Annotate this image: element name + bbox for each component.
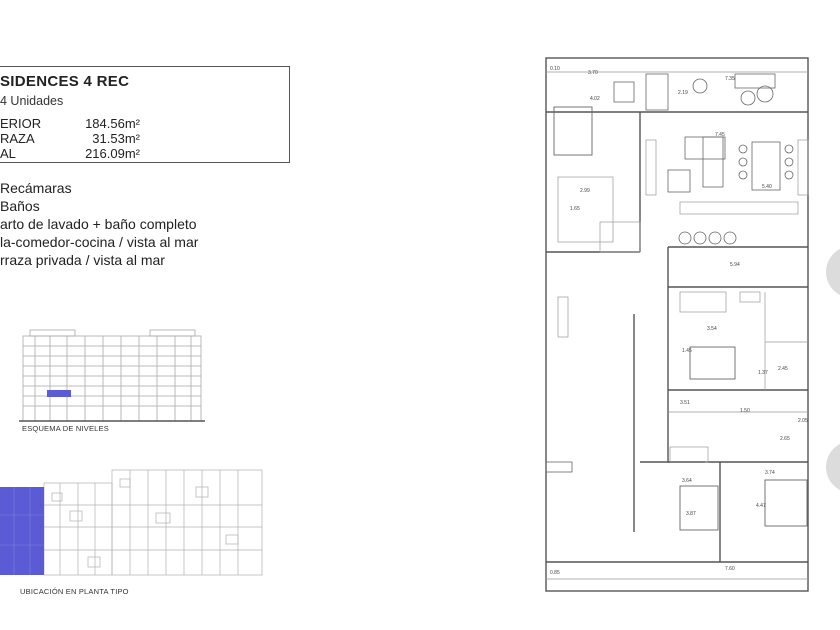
floor-location-diagram [0, 465, 270, 580]
dim-label: 1.37 [758, 370, 768, 376]
dim-label: 1.50 [740, 408, 750, 414]
dim-label: 4.47 [756, 503, 766, 509]
dim-label: 1.45 [682, 348, 692, 354]
dim-label: 7.45 [715, 132, 725, 138]
dim-label: 3.64 [682, 478, 692, 484]
unit-location-highlight [0, 487, 44, 575]
dim-label: 2.19 [678, 90, 688, 96]
area-label: RAZA [0, 131, 35, 146]
dim-label: 0.10 [550, 66, 560, 72]
floor-plan [540, 52, 830, 597]
dim-label: 2.05 [798, 418, 808, 424]
feature-bedrooms: Recámaras [0, 180, 72, 196]
area-label: ERIOR [0, 116, 42, 131]
dim-label: 2.99 [580, 188, 590, 194]
dim-label: 3.51 [680, 400, 690, 406]
feature-terrace: rraza privada / vista al mar [0, 252, 165, 268]
dim-label: 5.40 [762, 184, 772, 190]
dim-label: 7.35 [725, 76, 735, 82]
decorative-circles-top [826, 245, 840, 300]
decorative-circles-bottom [826, 440, 840, 495]
area-label: AL [0, 146, 16, 161]
dim-label: 3.87 [686, 511, 696, 517]
dim-label: 3.54 [707, 326, 717, 332]
dim-label: 2.45 [778, 366, 788, 372]
dim-label: 3.70 [588, 70, 598, 76]
dim-label: 3.74 [765, 470, 775, 476]
feature-living: la-comedor-cocina / vista al mar [0, 234, 199, 250]
location-caption: UBICACIÓN EN PLANTA TIPO [20, 587, 129, 596]
dim-label: 4.02 [590, 96, 600, 102]
levels-elevation-diagram [15, 325, 205, 425]
feature-bathrooms: Baños [0, 198, 40, 214]
area-value: 216.09m² [85, 146, 140, 161]
dim-label: 2.65 [780, 436, 790, 442]
area-value: 184.56m² [85, 116, 140, 131]
dim-label: 5.94 [730, 262, 740, 268]
unit-count: 4 Unidades [0, 94, 64, 108]
dim-label: 7.60 [725, 566, 735, 572]
dim-label: 0.85 [550, 570, 560, 576]
feature-laundry: arto de lavado + baño completo [0, 216, 197, 232]
area-value: 31.53m² [92, 131, 140, 146]
unit-title: SIDENCES 4 REC [0, 73, 130, 90]
dim-label: 1.65 [570, 206, 580, 212]
levels-caption: ESQUEMA DE NIVELES [22, 424, 109, 433]
unit-level-highlight [47, 390, 71, 397]
